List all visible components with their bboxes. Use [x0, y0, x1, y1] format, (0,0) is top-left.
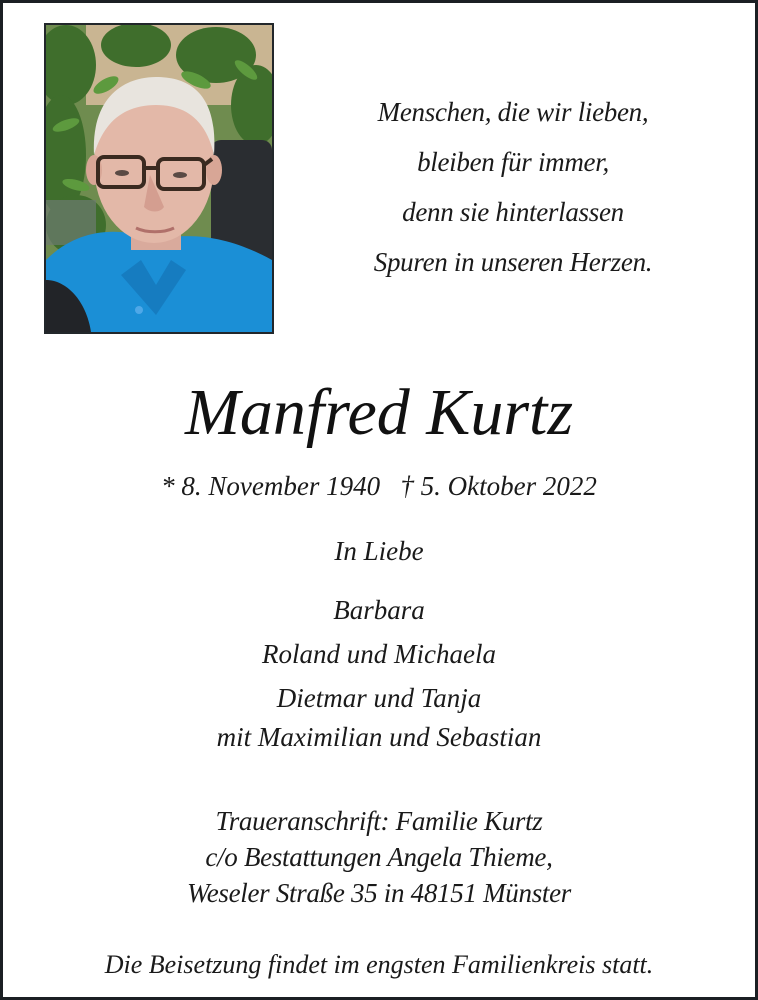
address-line: c/o Bestattungen Angela Thieme,	[205, 842, 553, 872]
mourner-line: Roland und Michaela	[262, 639, 496, 669]
deceased-name: Manfred Kurtz	[184, 376, 574, 449]
mourners-list	[3, 588, 755, 754]
mourner-line: Barbara	[333, 595, 425, 625]
poem-line: bleiben für immer,	[417, 147, 609, 177]
poem	[323, 87, 703, 287]
portrait-image	[46, 25, 272, 332]
address-line: Traueranschrift: Familie Kurtz	[215, 806, 543, 836]
poem-line: denn sie hinterlassen	[402, 197, 624, 227]
mourning-address	[3, 803, 755, 911]
poem-line: Spuren in unseren Herzen.	[373, 247, 653, 277]
burial-note: Die Beisetzung findet im engsten Familienkreis statt.	[104, 950, 654, 979]
portrait-photo	[44, 23, 274, 334]
poem-line: Menschen, die wir lieben,	[377, 97, 649, 127]
mourner-line: mit Maximilian und Sebastian	[216, 722, 542, 752]
address-line: Weseler Straße 35 in 48151 Münster	[186, 878, 572, 908]
mourners-intro: In Liebe	[334, 536, 424, 566]
mourner-line: Dietmar und Tanja	[276, 683, 482, 713]
life-dates: * 8. November 1940 † 5. Oktober 2022	[161, 471, 597, 501]
